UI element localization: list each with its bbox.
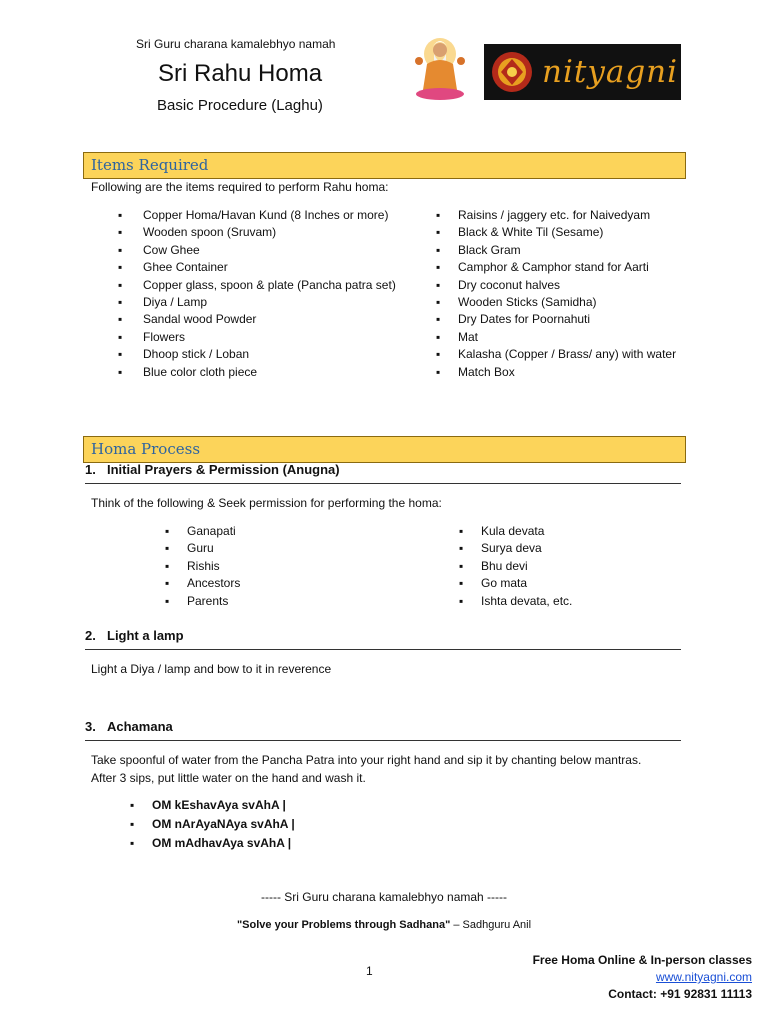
list-item: ▪ Wooden spoon (Sruvam): [115, 224, 405, 241]
sage-image: [411, 34, 469, 100]
homa-process-bar: [83, 436, 686, 463]
list-item: ▪ Match Box: [436, 364, 686, 381]
step-1-heading: [85, 462, 681, 484]
list-item: ▪ Black & White Til (Sesame): [436, 224, 686, 241]
list-item: ▪ Sandal wood Powder: [115, 311, 405, 328]
list-item: ▪ Parents: [165, 593, 365, 610]
list-item: ▪ Go mata: [459, 575, 659, 592]
list-item: ▪ Wooden Sticks (Samidha): [436, 294, 686, 311]
list-item: ▪ Guru: [165, 540, 365, 557]
list-item: ▪ Mat: [436, 329, 686, 346]
mantra-item: ▪ OM mAdhavAya svAhA |: [130, 834, 295, 853]
list-item: ▪ Dry Dates for Poornahuti: [436, 311, 686, 328]
logo-emblem-icon: [490, 50, 534, 94]
step-3-text-line2: After 3 sips, put little water on the hand and wash it.: [91, 771, 366, 785]
list-item: ▪ Copper Homa/Havan Kund (8 Inches or more): [115, 207, 405, 224]
step-3-heading: [85, 719, 681, 741]
quote-author: – Sadhguru Anil: [450, 919, 532, 931]
list-item: ▪ Rishis: [165, 558, 365, 575]
header-invocation: Sri Guru charana kamalebhyo namah: [136, 37, 336, 51]
list-item: ▪ Blue color cloth piece: [115, 364, 405, 381]
step-number: 2.: [85, 628, 96, 643]
items-list-left: [115, 207, 405, 381]
footer-invocation: ----- Sri Guru charana kamalebhyo namah -----: [260, 890, 508, 904]
list-item: ▪ Cow Ghee: [115, 242, 405, 259]
list-item: ▪ Bhu devi: [459, 558, 659, 575]
document-title: Sri Rahu Homa: [158, 60, 323, 87]
logo-text: nityagni: [542, 54, 679, 90]
list-item: ▪ Ganapati: [165, 523, 365, 540]
deities-list-left: [165, 523, 365, 610]
list-item: ▪ Flowers: [115, 329, 405, 346]
mantra-item: ▪ OM nArAyaNAya svAhA |: [130, 815, 295, 834]
footer-quote: [0, 919, 768, 931]
mantra-list: [130, 796, 295, 853]
list-item: ▪ Copper glass, spoon & plate (Pancha patra set): [115, 277, 405, 294]
list-item: ▪ Dry coconut halves: [436, 277, 686, 294]
deities-list-right: [459, 523, 659, 610]
items-list-right: [436, 207, 686, 381]
nityagni-logo: [484, 44, 681, 100]
list-item: ▪ Kula devata: [459, 523, 659, 540]
list-item: ▪ Ancestors: [165, 575, 365, 592]
contact-block: [533, 952, 752, 1003]
step-title: Light a lamp: [107, 628, 184, 643]
items-intro: Following are the items required to perform Rahu homa:: [91, 180, 389, 194]
homa-process-heading: Homa Process: [91, 440, 201, 458]
list-item: ▪ Camphor & Camphor stand for Aarti: [436, 259, 686, 276]
quote-text: "Solve your Problems through Sadhana": [236, 919, 451, 931]
document-subtitle: Basic Procedure (Laghu): [157, 97, 323, 114]
step-2-text: Light a Diya / lamp and bow to it in reverence: [91, 662, 332, 676]
list-item: ▪ Black Gram: [436, 242, 686, 259]
step-1-text: Think of the following & Seek permission for performing the homa:: [91, 496, 442, 510]
list-item: ▪ Ishta devata, etc.: [459, 593, 659, 610]
step-title: Initial Prayers & Permission (Anugna): [107, 462, 340, 477]
classes-text: Free Homa Online & In-person classes: [532, 953, 752, 967]
list-item: ▪ Ghee Container: [115, 259, 405, 276]
items-required-heading: Items Required: [91, 156, 209, 174]
mantra-item: ▪ OM kEshavAya svAhA |: [130, 796, 295, 815]
page-number: 1: [366, 964, 373, 978]
website-link[interactable]: www.nityagni.com: [655, 970, 752, 984]
items-required-bar: [83, 152, 686, 179]
list-item: ▪ Diya / Lamp: [115, 294, 405, 311]
list-item: ▪ Raisins / jaggery etc. for Naivedyam: [436, 207, 686, 224]
step-number: 1.: [85, 462, 96, 477]
list-item: ▪ Surya deva: [459, 540, 659, 557]
contact-phone: Contact: +91 92831 11113: [608, 987, 752, 1001]
step-2-heading: [85, 628, 681, 650]
step-title: Achamana: [107, 719, 173, 734]
list-item: ▪ Dhoop stick / Loban: [115, 346, 405, 363]
step-number: 3.: [85, 719, 96, 734]
step-3-text-line1: Take spoonful of water from the Pancha Patra into your right hand and sip it by chanting below mantras.: [91, 753, 642, 767]
list-item: ▪ Kalasha (Copper / Brass/ any) with water: [436, 346, 686, 363]
